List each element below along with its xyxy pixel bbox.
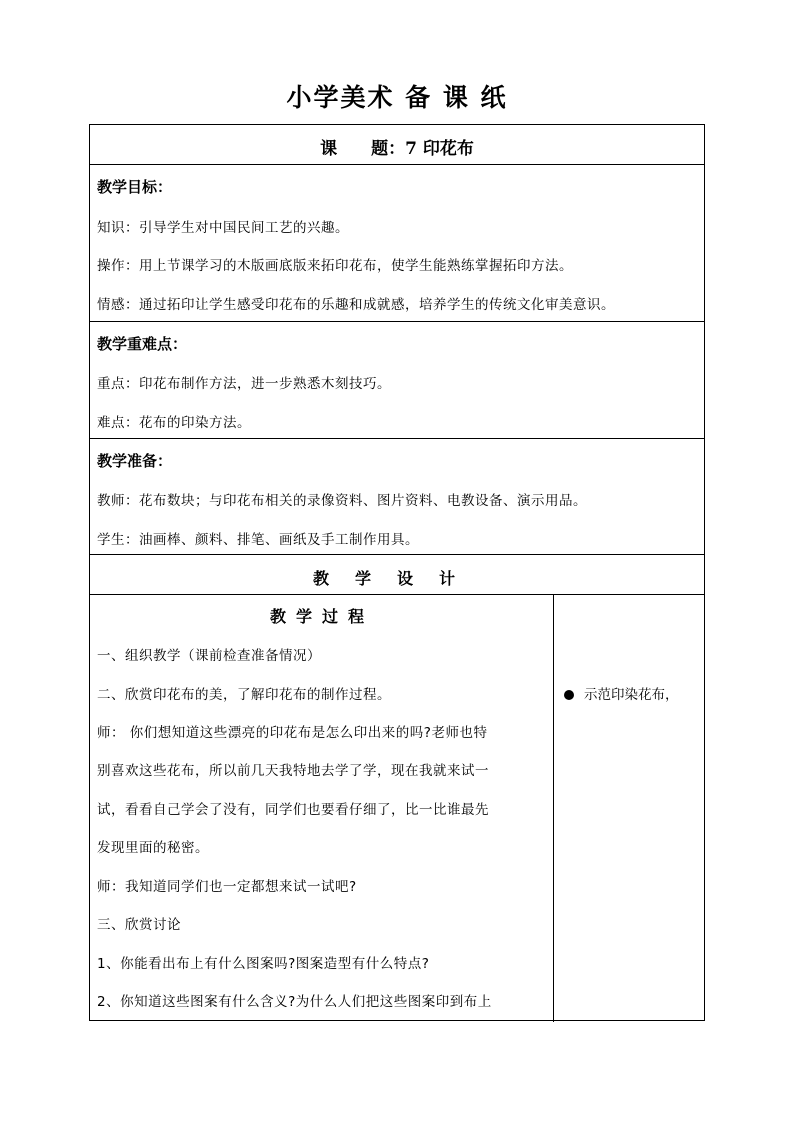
student-preparation: 学生：油画棒、颜料、排笔、画纸及手工制作用具。 — [97, 532, 419, 548]
subject-row — [90, 125, 704, 165]
goal-knowledge: 知识：引导学生对中国民间工艺的兴趣。 — [97, 220, 349, 236]
lesson-subject: 课 题：7 印花布 — [320, 139, 474, 159]
teaching-design-heading: 教学设计 — [312, 569, 481, 588]
demo-note — [564, 683, 679, 703]
teaching-goals-heading: 教学目标： — [97, 178, 173, 196]
bullet-icon — [564, 690, 574, 700]
key-points-section — [90, 322, 704, 439]
process-line: 别喜欢这些花布，所以前几天我特地去学了学，现在我就来试一 — [97, 763, 489, 779]
process-line: 师： 你们想知道这些漂亮的印花布是怎么印出来的吗?老师也特 — [97, 725, 488, 741]
goal-emotion: 情感：通过拓印让学生感受印花布的乐趣和成就感，培养学生的传统文化审美意识。 — [97, 297, 615, 313]
design-row — [90, 555, 704, 595]
process-line: 一、组织教学（课前检查准备情况） — [97, 648, 321, 664]
demo-note-text: 示范印染花布， — [584, 687, 679, 703]
process-line: 三、欣赏讨论 — [97, 917, 181, 933]
process-line: 试，看看自己学会了没有，同学们也要看仔细了，比一比谁最先 — [97, 802, 489, 818]
teaching-goals-section — [90, 165, 704, 322]
process-line: 1、你能看出布上有什么图案吗?图案造型有什么特点? — [97, 956, 430, 972]
process-line: 二、欣赏印花布的美，了解印花布的制作过程。 — [97, 687, 391, 703]
process-section — [90, 595, 704, 1020]
key-points-heading: 教学重难点： — [97, 335, 188, 353]
process-column — [90, 595, 554, 1022]
process-line: 师：我知道同学们也一定都想来试一试吧? — [97, 879, 357, 895]
page-title: 小学美术 备 课 纸 — [286, 83, 508, 112]
process-line: 发现里面的秘密。 — [97, 840, 209, 856]
preparation-heading: 教学准备： — [97, 452, 173, 470]
preparation-section — [90, 439, 704, 555]
key-point: 重点：印花布制作方法，进一步熟悉木刻技巧。 — [97, 376, 391, 392]
difficult-point: 难点：花布的印染方法。 — [97, 415, 251, 431]
process-heading: 教学过程 — [269, 607, 374, 626]
process-line: 2、你知道这些图案有什么含义?为什么人们把这些图案印到布上 — [97, 994, 492, 1010]
goal-operation: 操作：用上节课学习的木版画底版来拓印花布，使学生能熟练掌握拓印方法。 — [97, 258, 573, 274]
teacher-preparation: 教师：花布数块；与印花布相关的录像资料、图片资料、电教设备、演示用品。 — [97, 493, 587, 509]
lesson-plan-table — [89, 124, 705, 1021]
